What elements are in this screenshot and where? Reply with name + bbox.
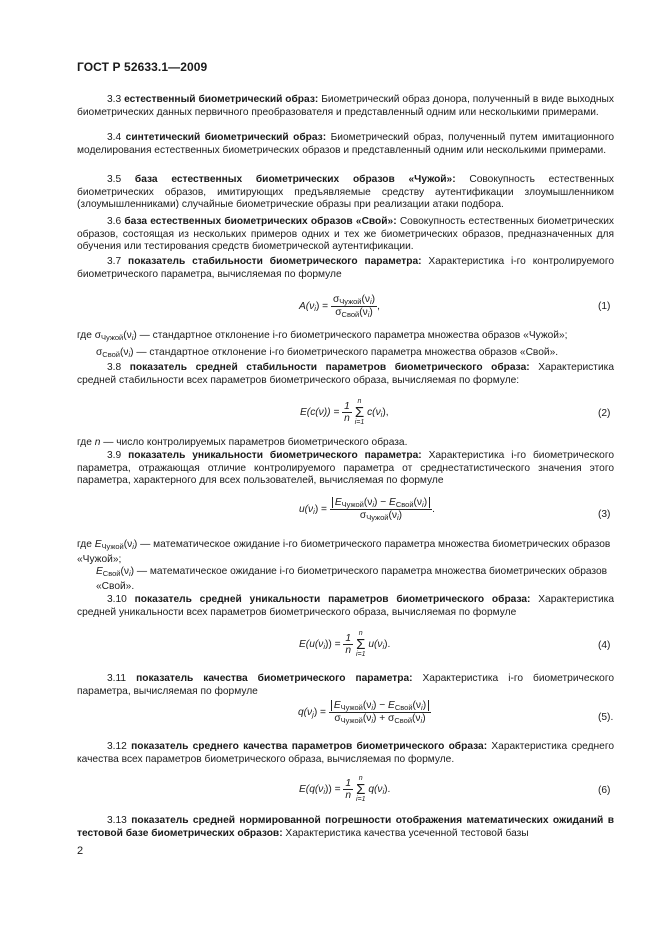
sum-sign: n Σ i=1 — [355, 630, 366, 658]
clause-term: показатель среднего качества параметров биометрического образа: — [131, 741, 488, 752]
clause-3-3 — [77, 94, 614, 119]
clause-term: показатель средней уникальности параметров биометрического образа: — [134, 594, 531, 605]
clause-3-7 — [77, 256, 614, 281]
clause-number: 3.10 — [107, 594, 127, 605]
clause-text: Характеристика i-го биометрического параметра, вычисляемая по формуле — [77, 673, 614, 697]
def-lead: где — [77, 437, 92, 448]
document-header: ГОСТ Р 52633.1—2009 — [77, 60, 208, 74]
clause-3-12 — [77, 741, 614, 766]
formula-lhs: E(u(ν — [299, 639, 324, 651]
formula-2-number: (2) — [598, 408, 611, 419]
den-symbol: σ — [359, 510, 367, 521]
def-arg: (ν — [123, 330, 132, 341]
clause-text: Характеристика i-го контролируемого биометрического параметра, вычисляемая по формуле — [77, 256, 614, 280]
def-symbol: E — [94, 539, 102, 550]
clause-number: 3.8 — [107, 362, 122, 373]
sum-top: n — [358, 775, 363, 782]
clause-number: 3.9 — [107, 450, 122, 461]
def-arg: (ν — [119, 347, 129, 358]
sum-top: n — [357, 398, 362, 405]
frac-den: n — [345, 790, 352, 801]
formula-lhs: E(q(ν — [299, 784, 324, 796]
clause-text: Биометрический образ донора, полученный в виде выходных биометрических данных первичного преобразователя и представленный одним или несколькими примерами. — [77, 94, 614, 118]
sum-sign: n Σ i=1 — [354, 398, 365, 426]
def-text: — математическое ожидание i-го биометрического параметра множества биометрических образов «Свой». — [96, 566, 608, 592]
den-b-sub: Свой — [394, 716, 413, 725]
formula-rhs: c(ν — [367, 407, 381, 419]
def-symbol: n — [94, 437, 101, 448]
num-b-sub: Свой — [395, 500, 414, 509]
frac-num: 1 — [345, 778, 352, 789]
sum-bottom: i=1 — [355, 651, 366, 658]
sum-bottom: i=1 — [354, 419, 365, 426]
formula-fraction: $\frac{\sigma_{Чужой}(\nu_i)}{\sigma_{Свой}(\nu_i)}$ — [332, 294, 376, 319]
formula-lhs: u(ν — [299, 504, 314, 516]
num-b-sub: Свой — [394, 703, 413, 712]
frac-den: n — [345, 645, 352, 656]
num-a-sub: Чужой — [340, 703, 363, 712]
clause-term: показатель стабильности биометрического параметра: — [128, 256, 422, 267]
clause-text: Совокупность естественных биометрических образов, имитирующих предъявляемые средству аутентификации злоумышленником (злоумышленниками) случайные биометрические образы при реализации атаки подбора. — [77, 174, 614, 211]
clause-term: естественный биометрический образ: — [124, 94, 319, 105]
page-number: 2 — [77, 845, 84, 857]
formula-1-number: (1) — [598, 301, 611, 312]
clause-text: Характеристика средней уникальности всех параметров биометрического образа, вычисляемая по формуле — [77, 594, 614, 618]
clause-number: 3.5 — [107, 174, 122, 185]
num-symbol: σ — [332, 294, 340, 305]
num-b: E — [388, 700, 395, 711]
clause-text: Характеристика средней стабильности всех параметров биометрического образа, вычисляемая по формуле: — [77, 362, 614, 386]
sum-top: n — [358, 630, 363, 637]
formula-lhs: E(c(ν)) = — [300, 407, 343, 419]
clause-text: Совокупность естественных биометрических образов, состоящая из нескольких примеров одних и тех же биометрических образов, предназначенных для обучения или тестирования средств биометрической аутентификации. — [77, 216, 614, 253]
clause-number: 3.11 — [107, 673, 127, 684]
formula-lhs: A(ν — [299, 301, 315, 313]
clause-number: 3.4 — [107, 132, 122, 143]
formula-3: $u(\nu_i)$ = $\frac{E_{Чужой}(\nu_i) - E_{Свой}(\nu_i)}{\sigma_{Чужой}(\nu_i)}$ . — [299, 497, 435, 522]
definition-e-foreign: где $E_{Чужой}(\nu_i)$ — математическое ожидание i-го биометрического параметра множества биометрических образов «Чужой»; — [77, 539, 611, 565]
clause-3-9 — [77, 450, 614, 488]
den-a-sub: Чужой — [340, 716, 363, 725]
den-subscript: Чужой — [366, 513, 389, 522]
clause-term: показатель качества биометрического параметра: — [136, 673, 413, 684]
def-arg: (ν — [120, 566, 129, 577]
clause-number: 3.13 — [107, 815, 127, 826]
clause-3-6 — [77, 216, 614, 254]
formula-3-number: (3) — [598, 509, 611, 520]
def-text: — число контролируемых параметров биометрического образа. — [100, 437, 408, 448]
def-lead: где — [77, 539, 92, 550]
frac-num: 1 — [345, 633, 352, 644]
def-text: — стандартное отклонение i-го биометрического параметра множества образов «Свой». — [133, 347, 559, 358]
def-subscript: Чужой — [101, 542, 124, 551]
num-a-sub: Чужой — [341, 500, 364, 509]
formula-rhs: q(ν — [368, 784, 383, 796]
clause-number: 3.3 — [107, 94, 122, 105]
def-text: — математическое ожидание i-го биометрического параметра множества биометрических образов «Чужой»; — [77, 539, 611, 565]
clause-3-13 — [77, 815, 614, 840]
formula-6-number: (6) — [598, 785, 611, 796]
clause-3-11 — [77, 673, 614, 698]
den-subscript: Свой — [341, 310, 360, 319]
clause-number: 3.6 — [107, 216, 122, 227]
clause-term: синтетический биометрический образ: — [125, 132, 327, 143]
clause-number: 3.12 — [107, 741, 127, 752]
sum-sign: n Σ i=1 — [355, 775, 366, 803]
def-subscript: Чужой — [101, 333, 124, 342]
definition-sigma-foreign: где $\sigma_{Чужой}(\nu_i)$ — стандартное отклонение i-го биометрического параметра множества образов «Чужой»; — [77, 330, 568, 342]
clause-term: показатель средней нормированной погрешности отображения математических ожиданий в тестовой базе биометрических образов: — [77, 815, 614, 839]
sum-bottom: i=1 — [355, 796, 366, 803]
clause-term: база естественных биометрических образов «Чужой»: — [134, 174, 456, 185]
clause-text: Характеристика среднего качества всех параметров биометрического образа, вычисляемая по формуле. — [77, 741, 614, 765]
definition-e-own: $E_{Свой}(\nu_i)$ — математическое ожидание i-го биометрического параметра множества биометрических образов «Свой». — [96, 566, 608, 592]
formula-fraction: $\frac{E_{Чужой}(\nu_i) - E_{Свой}(\nu_i)}{\sigma_{Чужой}(\nu_i) + \sigma_{Свой}(\nu_i)}$ — [329, 700, 431, 725]
clause-3-8 — [77, 362, 614, 387]
formula-5: $q(\nu_j)$ = $\frac{E_{Чужой}(\nu_i) - E_{Свой}(\nu_i)}{\sigma_{Чужой}(\nu_i) + \sigma_{Свой}(\nu_i)}$ — [298, 700, 431, 725]
def-symbol: E — [96, 566, 103, 577]
formula-4: $E(u(\nu_i))$ = $\frac{1}{n}$ n Σ i=1 $u(\nu_i)$. — [299, 630, 391, 658]
formula-5-number: (5). — [598, 712, 614, 723]
frac-den: n — [344, 413, 350, 424]
clause-3-4 — [77, 132, 614, 157]
clause-3-5 — [77, 174, 614, 212]
def-text: — стандартное отклонение i-го биометрического параметра множества образов «Чужой»; — [136, 330, 568, 341]
formula-4-number: (4) — [598, 640, 611, 651]
clause-term: показатель средней стабильности параметров биометрического образа: — [129, 362, 530, 373]
clause-number: 3.7 — [107, 256, 122, 267]
clause-text: Характеристика i-го биометрического параметра, отражающая отличие контролируемого параметра от среднестатистического значения этого параметра, характерного для всех пользователей, вычисляемая по формуле — [77, 450, 614, 487]
formula-2: E(c(ν)) = $\frac{1}{n}$ n Σ i=1 $c(\nu_i)$, — [300, 398, 389, 426]
clause-text: Характеристика качества усеченной тестовой базы — [282, 827, 529, 839]
frac-num: 1 — [344, 401, 350, 412]
formula-lhs: q(ν — [298, 707, 313, 719]
def-subscript: Свой — [102, 569, 121, 578]
formula-rhs: u(ν — [368, 639, 383, 651]
num-a: E — [334, 497, 342, 508]
def-symbol: σ — [94, 330, 102, 341]
clause-term: показатель уникальности биометрического параметра: — [128, 450, 422, 461]
clause-term: база естественных биометрических образов «Свой»: — [124, 216, 397, 227]
clause-3-10 — [77, 594, 614, 619]
formula-1: $A(\nu_i)$ = $\frac{\sigma_{Чужой}(\nu_i)}{\sigma_{Свой}(\nu_i)}$ , — [299, 294, 380, 319]
def-symbol: σ — [96, 347, 103, 358]
clause-text: Биометрический образ, полученный путем имитационного моделирования естественных биометрических образов и представленный одним или несколькими примерами. — [77, 132, 614, 156]
formula-fraction: $\frac{E_{Чужой}(\nu_i) - E_{Свой}(\nu_i)}{\sigma_{Чужой}(\nu_i)}$ — [330, 497, 432, 522]
def-arg: (ν — [123, 539, 133, 550]
definition-sigma-own: $\sigma_{Свой}(\nu_i)$ — стандартное отклонение i-го биометрического параметра множества образов «Свой». — [96, 347, 559, 359]
num-b: E — [389, 497, 396, 508]
def-lead: где — [77, 330, 92, 341]
def-subscript: Свой — [102, 350, 120, 359]
den-symbol: σ — [335, 307, 342, 318]
num-a: E — [333, 700, 341, 711]
definition-n — [77, 437, 614, 450]
num-subscript: Чужой — [339, 297, 362, 306]
formula-6: $E(q(\nu_i))$ = $\frac{1}{n}$ n Σ i=1 $q(\nu_i)$. — [299, 775, 391, 803]
